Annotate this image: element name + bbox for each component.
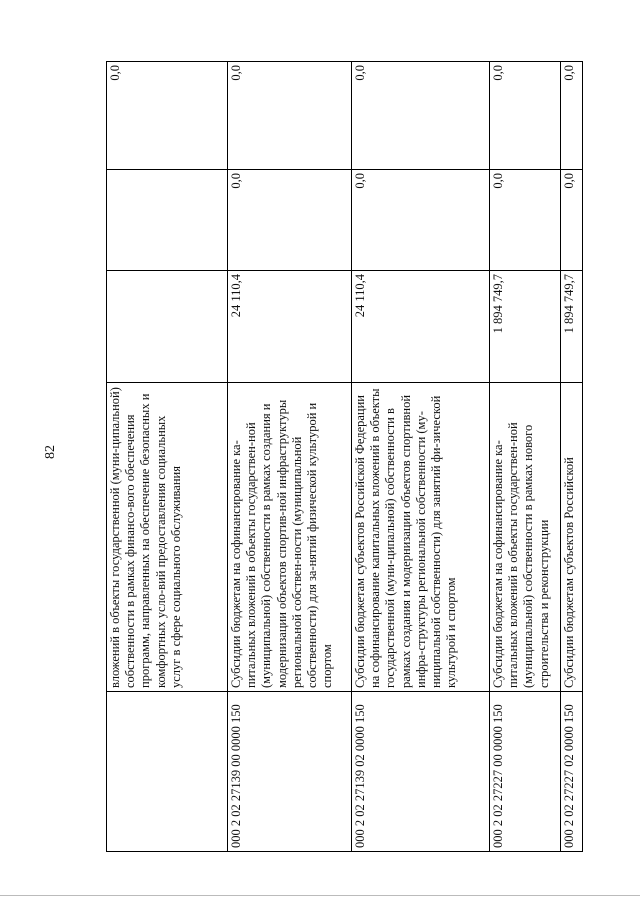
row-name: вложений в объекты государственной (муни-ципальной) собственности в рамках финансо-вого обеспечения программ, направленных на обеспечение безопасных и комфортных усло-вий предоставления социальных услуг в сфере социального обслуживания [107, 383, 228, 692]
row-value-1: 1 894 749,7 [490, 271, 561, 383]
bottom-rule [0, 895, 640, 896]
row-value-1 [107, 271, 228, 383]
row-value-2 [107, 170, 228, 271]
page-number: 82 [43, 445, 58, 459]
row-value-3: 0,0 [228, 62, 352, 170]
table-row [490, 62, 561, 852]
table-row [107, 62, 228, 852]
budget-table [106, 61, 583, 852]
row-value-2: 0,0 [228, 170, 352, 271]
row-value-2: 0,0 [352, 170, 490, 271]
row-value-3: 0,0 [490, 62, 561, 170]
table-row [228, 62, 352, 852]
row-value-1: 1 894 749,7 [561, 271, 583, 383]
row-name: Субсидии бюджетам на софинансирование ка-питальных вложений в объекты государствен-ной (муниципальной) собственности в рамках создания и модернизации объектов спортив-ной инфраструктуры региональной собствен-ности (муниципальной собственности) для за-нятий физической культурой и спортом [228, 383, 352, 692]
row-value-2: 0,0 [561, 170, 583, 271]
row-value-2: 0,0 [490, 170, 561, 271]
row-code: 000 2 02 27227 02 0000 150 [561, 692, 583, 852]
budget-table-rotated [106, 62, 582, 852]
row-code: 000 2 02 27139 02 0000 150 [352, 692, 490, 852]
row-value-3: 0,0 [107, 62, 228, 170]
row-name: Субсидии бюджетам субъектов Российской [561, 383, 583, 692]
row-name: Субсидии бюджетам на софинансирование ка-питальных вложений в объекты государствен-ной (муниципальной) собственности в рамках нового строительства и реконструкции [490, 383, 561, 692]
row-name: Субсидии бюджетам субъектов Российской Федерации на софинансирование капитальных вложений в объекты государственной (муни-ципальной) собственности в рамках создания и модернизации объектов спортивной инфра-структуры региональной собственности (му-ниципальной собственности) для занятий фи-зической культурой и спортом [352, 383, 490, 692]
row-value-1: 24 110,4 [352, 271, 490, 383]
row-value-3: 0,0 [561, 62, 583, 170]
row-code: 000 2 02 27227 00 0000 150 [490, 692, 561, 852]
table-row [352, 62, 490, 852]
row-value-1: 24 110,4 [228, 271, 352, 383]
table-row [561, 62, 583, 852]
row-code: 000 2 02 27139 00 0000 150 [228, 692, 352, 852]
row-value-3: 0,0 [352, 62, 490, 170]
row-code [107, 692, 228, 852]
